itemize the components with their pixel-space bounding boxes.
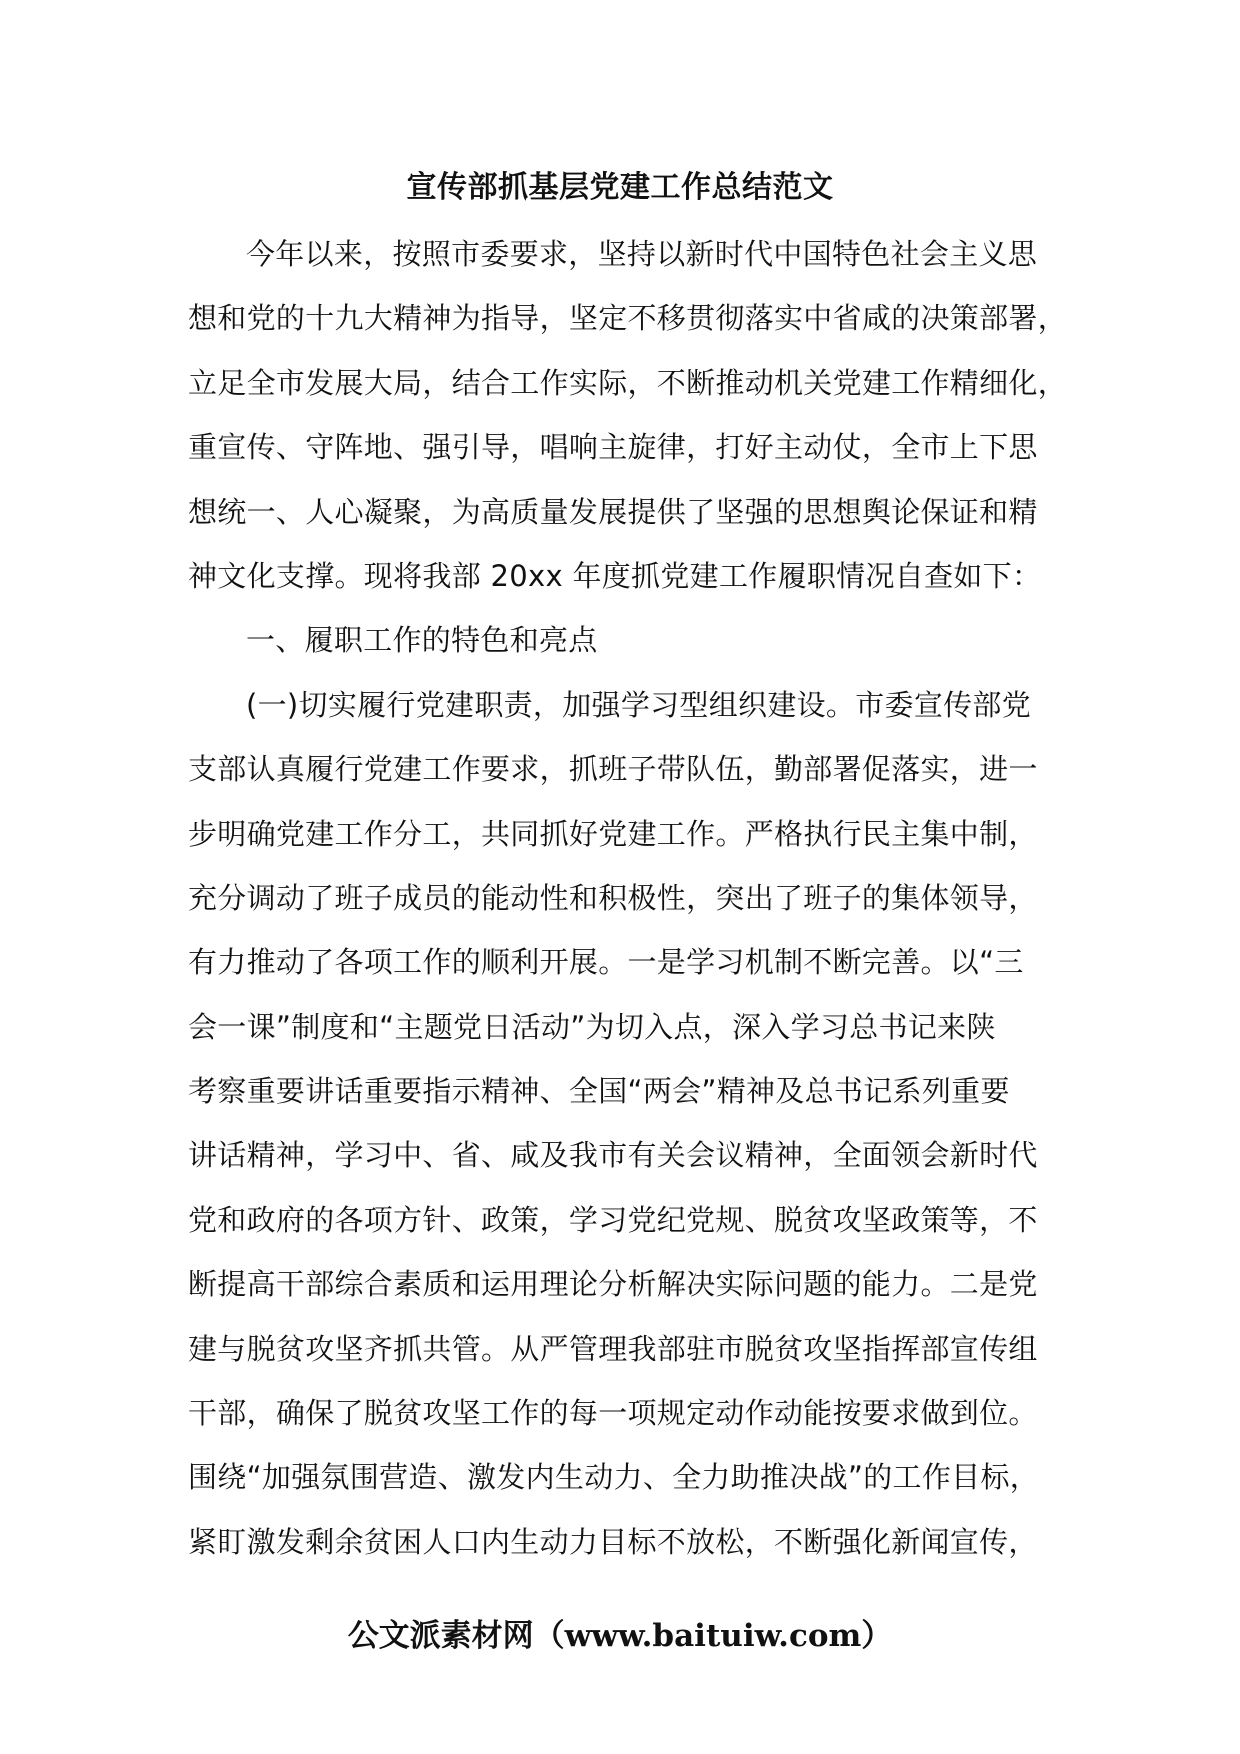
- paragraph-line: 干部，确保了脱贫攻坚工作的每一项规定动作动能按要求做到位。: [188, 1396, 1038, 1431]
- paragraph-line: 紧盯激发剩余贫困人口内生动力目标不放松，不断强化新闻宣传，: [188, 1524, 1038, 1559]
- paragraph-line: 围绕“加强氛围营造、激发内生动力、全力助推决战”的工作目标，: [188, 1460, 1040, 1495]
- paragraph-line: 支部认真履行党建工作要求，抓班子带队伍，勤部署促落实，进一: [188, 752, 1038, 787]
- document-title: 宣传部抓基层党建工作总结范文: [406, 170, 834, 205]
- paragraph-line: 断提高干部综合素质和运用理论分析解决实际问题的能力。二是党: [188, 1267, 1038, 1302]
- paragraph-line: 重宣传、守阵地、强引导，唱响主旋律，打好主动仗，全市上下思: [188, 430, 1038, 465]
- paragraph-line: 讲话精神，学习中、省、咸及我市有关会议精神，全面领会新时代: [188, 1138, 1038, 1173]
- footer-source-text: 公文派素材网（www.baituiw.com）: [347, 1618, 893, 1654]
- paragraph-line: 想和党的十九大精神为指导，坚定不移贯彻落实中省咸的决策部署，: [188, 301, 1068, 336]
- paragraph-line: 立足全市发展大局，结合工作实际，不断推动机关党建工作精细化，: [188, 365, 1068, 400]
- paragraph-line: 充分调动了班子成员的能动性和积极性，突出了班子的集体领导，: [188, 880, 1038, 915]
- paragraph-line: (一)切实履行党建职责，加强学习型组织建设。市委宣传部党: [246, 687, 1032, 722]
- paragraph-line: 会一课”制度和“主题党日活动”为切入点，深入学习总书记来陕: [188, 1009, 996, 1044]
- paragraph-line: 党和政府的各项方针、政策，学习党纪党规、脱贫攻坚政策等，不: [188, 1202, 1038, 1237]
- paragraph-line: 神文化支撑。现将我部 20xx 年度抓党建工作履职情况自查如下：: [188, 558, 1042, 593]
- section-heading: 一、履职工作的特色和亮点: [246, 623, 598, 658]
- paragraph-line: 建与脱贫攻坚齐抓共管。从严管理我部驻市脱贫攻坚指挥部宣传组: [188, 1331, 1038, 1366]
- document-body: [188, 232, 1068, 1584]
- paragraph-line: 想统一、人心凝聚，为高质量发展提供了坚强的思想舆论保证和精: [188, 494, 1038, 529]
- paragraph-line: 考察重要讲话重要指示精神、全国“两会”精神及总书记系列重要: [188, 1074, 1010, 1109]
- paragraph-line: 有力推动了各项工作的顺利开展。一是学习机制不断完善。以“三: [188, 945, 1024, 980]
- paragraph-line: 今年以来，按照市委要求，坚持以新时代中国特色社会主义思: [246, 237, 1038, 271]
- paragraph-line: 步明确党建工作分工，共同抓好党建工作。严格执行民主集中制，: [188, 816, 1038, 851]
